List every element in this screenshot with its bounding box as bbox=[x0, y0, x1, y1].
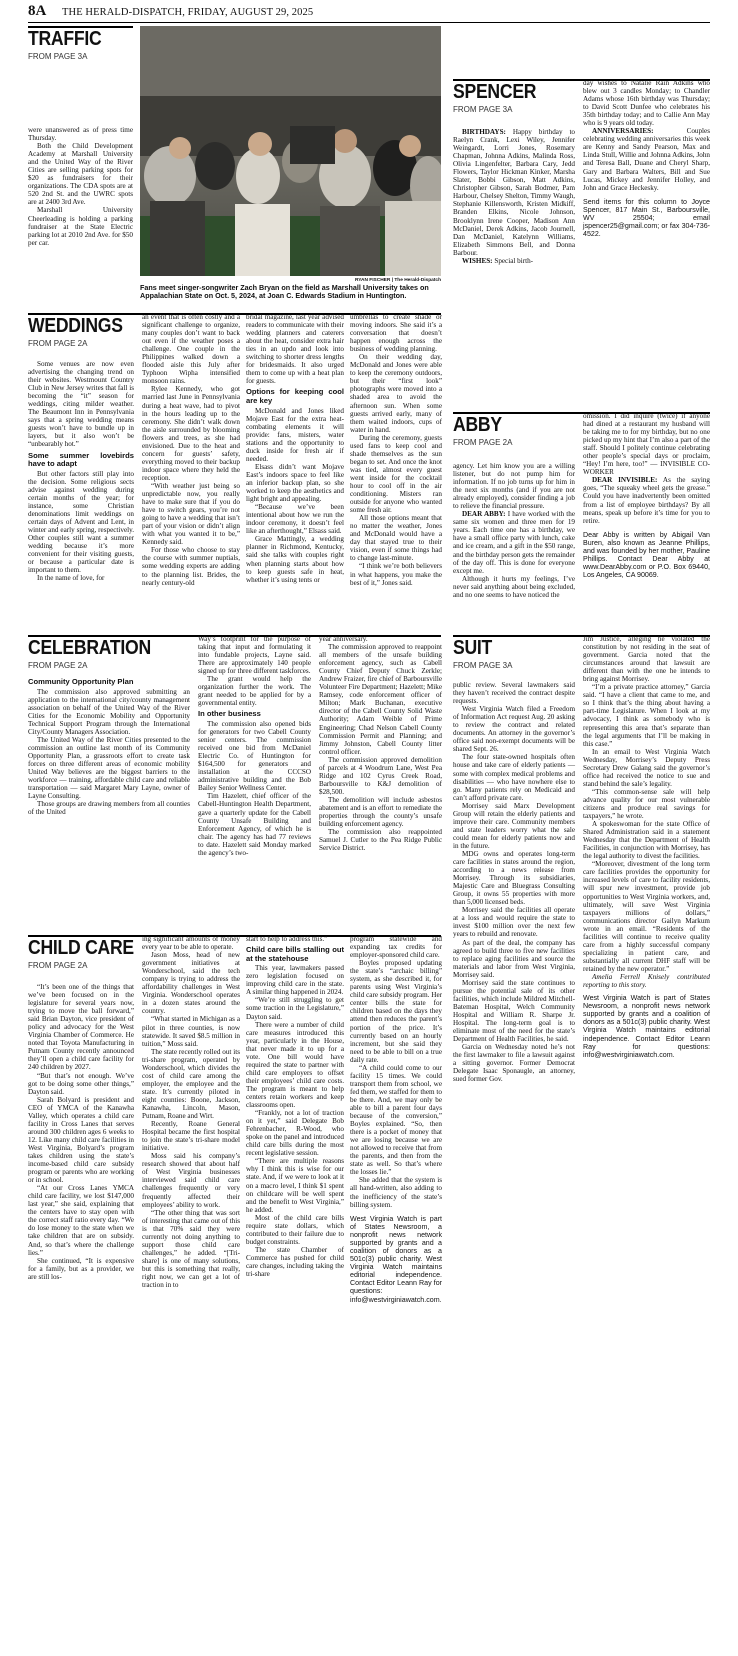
paragraph: Jim Justice, alleging he violated the constitution by not residing in the seat of government. Garcia noted that the circumstances around that lawsuit are different than with the one he intends to bring against Morrisey. bbox=[583, 635, 710, 684]
weddings-column-1 bbox=[28, 360, 134, 582]
paragraph: McDonald and Jones liked Mojave East for the extra heat-combating elements it will provide: fans, misters, water stations and the opportunity to duck inside for fresh air if needed. bbox=[246, 406, 344, 463]
paragraph: Marshall University Cheerleading is holding a parking fundraiser at the State Electric parking lot at 2010 2nd Ave. for $50 per car. bbox=[28, 206, 133, 247]
paragraph: Garcia on Wednesday noted he’s not the first lawmaker to file a lawsuit against a sitting governor. Former Democrat Delegate Isaac Sponaugle, an attorney, sued former Gov. bbox=[453, 1043, 575, 1084]
traffic-body bbox=[28, 126, 133, 247]
paragraph: The grant would help the organization further the work. The grant needed to be applied for by a governmental entity. bbox=[198, 675, 311, 708]
paragraph: “With weather just being so unpredictable now, you really have to make sure that if you do have to switch gears, you’re not going to have a wedding that isn’t part of your vision or didn’t align with what you wanted it to be,” Kennedy said. bbox=[142, 481, 240, 547]
paragraph: omission. I did inquire (twice) if anyone had dined at a restaurant my husband will be taking me to for my birthday, but no one picked up my hint that I’m also a part of the staff. Should I politely continue celebrating other people’s special days or proclaim, “Hey! I’m here, too!” — INVISIBLE CO-WORKER bbox=[583, 412, 710, 477]
paragraph: agency. Let him know you are a willing listener, but do not pump him for information. If no job turns up for him in the next six months (and if you are not already employed), consider finding a job to relieve the financial pressure. bbox=[453, 462, 575, 511]
run-in-label: BIRTHDAYS: bbox=[462, 128, 506, 136]
paragraph: Jason Moss, head of new government initiatives at Wonderschool, said the tech company is trying to address the affordability challenges in West Virginia. Wonderschool operates in a dozen states around the country. bbox=[142, 951, 240, 1016]
weddings-jump-line: FROM PAGE 2A bbox=[28, 339, 88, 348]
paragraph: Morrisey said the facilities all operate at a loss and would require the state to invest $100 million over the next few years to rebuild and renovate. bbox=[453, 906, 575, 939]
childcare-publisher-note: West Virginia Watch is part of States Newsroom, a nonprofit news network supported by grants and a coalition of donors as a 501c(3) public charity. West Virginia Watch maintains editorial independence. Contact Editor Leann Ray for questions: info@westvirginiawatch.com. bbox=[350, 1214, 442, 1304]
photo-credit: RYAN FISCHER | The Herald-Dispatch bbox=[354, 278, 441, 283]
paragraph: “But that’s not enough. We’ve got to be doing some other things,” Dayton said. bbox=[28, 1071, 134, 1096]
paragraph: There were a number of child care measures introduced this year, particularly in the House, that never made it to up for a vote. One bill would have required the state to partner with child care employers to offset their employees’ child care costs. The program is meant to help centers retain workers and keep classrooms open. bbox=[246, 1020, 344, 1110]
childcare-column-4 bbox=[350, 935, 442, 1304]
paragraph: As part of the deal, the company has agreed to build three to five new facilities to replace aging facilities and source the materials and labor from West Virginia, Morrisey said. bbox=[453, 938, 575, 979]
celebration-headline: CELEBRATION bbox=[28, 637, 151, 659]
paragraph: The commission approved demolition of parcels at 4 Woodrum Lane, West Pea Ridge and 102 Cyrus Creek Road, Barboursville to K&J demolition of $28,500. bbox=[319, 755, 442, 796]
paragraph: year anniversary. bbox=[319, 635, 368, 643]
paragraph: All those options meant that no matter the weather, Jones and McDonald would have a day that stayed true to their vision, even if some things had to change last-minute. bbox=[350, 514, 442, 563]
run-in-label: DEAR INVISIBLE: bbox=[592, 476, 658, 485]
paragraph: The state recently rolled out its tri-share program, operated by Wonderschool, which divides the cost of child care among the employer, the employee and the state. It’s currently piloted in eight counties: Boone, Jackson, Kanawha, Lincoln, Mason, Putnam, Roane and Wirt. bbox=[142, 1047, 240, 1121]
subhead: Community Opportunity Plan bbox=[28, 677, 134, 686]
paragraph: Morrisey said the state continues to pursue the potential sale of its other facilities, which include Mildred Mitchell-Bateman Hospital, Welch Community Hospital and William R. Sharpe Jr. Hospital. The long-term goal is to eliminate most of the need for the state’s Department of Health Facilities, he said. bbox=[453, 978, 575, 1044]
paragraph: ing significant amounts of money every year to be able to operate. bbox=[142, 935, 240, 952]
paragraph-text: I have worked with the same six women and three men for 19 years. Each time one has a birthday, we have a small office party with lunch, cake and ice cream, and a gift in the $50 range, and the birthday person gets the remainder of the day off. This is done for everyone except me. bbox=[453, 510, 576, 575]
paragraph: an event that is often costly and a significant challenge to organize, many couples don’t want to back out even if the weather poses a challenge. One couple in the Philippines walked down a flooded aisle this July after Typhoon Wipha intensified monsoon rains. bbox=[142, 313, 240, 386]
abby-headline: ABBY bbox=[453, 414, 502, 436]
paragraph: umbrellas to create shade or moving indoors. She said it’s a conversation that doesn’t happen enough across the business of wedding planning. bbox=[350, 313, 442, 354]
run-in-label: WISHES: bbox=[462, 256, 493, 265]
paragraph: Both the Child Development Academy at Marshall University and the United Way of the River Cities are selling parking spots for $20 as fundraisers for their organizations. The CDA spots are at 520 2nd St. and the UWRC spots are at 2400 3rd Ave. bbox=[28, 142, 133, 207]
paragraph: The commission also opened bids for generators for two Cabell County senior centers. The commission received one bid from McDaniel Electric Co. of Huntington for $164,500 for generators and installation at the CCCSO administrative building and the Bob Bailey Senior Wellness Center. bbox=[198, 720, 311, 793]
paragraph: “Frankly, not a lot of traction on it yet,” said Delegate Bob Fehrenbacher, R-Wood, who spoke on the panel and introduced child care bills during the most recent legislative session. bbox=[246, 1109, 344, 1158]
paragraph: The state Chamber of Commerce has pushed for child care changes, including taking the tri-share bbox=[246, 1245, 344, 1279]
paragraph: “We’re still struggling to get some traction in the Legislature,” Dayton said. bbox=[246, 996, 344, 1021]
paragraph: Most of the child care bills require state dollars, which contributed to their failure due to budget constraints. bbox=[246, 1213, 344, 1246]
paragraph: “At our Cross Lanes YMCA child care facility, we lost $147,000 last year,” she said, explaining that the centers have to stay open with the correct staff ratio every day. “We do lose money to the state when we take children that are on subsidy. And, so that’s where the challenge lies.” bbox=[28, 1184, 134, 1257]
paragraph-text: Happy birthday to Raelyn Crank, Lexi Wiley, Jennifer Weingardt, Lorri Jones, Rosemary Chapman, Johnna Adkins, Malinda Ross, Olivia Lingenfelter, Barbara Cary, Jedd Flowers, Taylor Hickman Kinker, Marsha Slater, Bobbi Gibson, Matt Adkins, Christopher Gibson, Sarah Bodmer, Pam Harbour, Chelsey Shelton, Timmy Waugh, Stephanie Killensworth, Kristen Midkiff, Branden Elkins, Nicole Johnson, Brooklynn Irene Cooper, Madison Ann McDaniel, Derek Adkins, Jacob Journell, Dan McDaniel, Katelynn Williams, Elizabeth Simmons Bell, and Donna Barbour. bbox=[453, 128, 575, 257]
paragraph-text: As the saying goes, “The squeaky wheel gets the grease.” Could you have inadvertently been omitted from a list of employee birthdays? By all means, speak up before it’s time for you to retire. bbox=[583, 476, 711, 525]
paragraph: On their wedding day, McDonald and Jones were able to keep the ceremony outdoors, but their “first look” photographs were moved into a shaded area to avoid the afternoon sun. When some guests arrived early, many of them waited indoors, cups of water in hand. bbox=[350, 353, 442, 434]
paragraph: “What started in Michigan as a pilot in three counties, is now statewide. It saved $8.5 million in tuition,” Moss said. bbox=[142, 1015, 240, 1048]
paragraph: “A child could come to our facility 15 times. We could transport them from school, we fed them, we staffed for them to be there. And, we may only be able to bill a parent four days because of the conversion,” Boyles explained. “So, then there is a pocket of money that we are losing because we are not allowed to receive that from the parents, and then from the state as well. So that’s where the losses lie.” bbox=[350, 1063, 442, 1177]
weddings-column-2 bbox=[142, 313, 240, 587]
suit-headline: SUIT bbox=[453, 637, 493, 659]
paragraph: Boyles proposed updating the state’s “archaic billing” system, as she described it, for parents using West Virginia’s child care subsidy program. Her center bills the state for children based on the days they attend then reduces the parent’s portion of the price. It’s currently based on an hourly increment, but she said they need to be able to bill on a true daily rate. bbox=[350, 959, 442, 1064]
paragraph: The commission also reappointed Samuel J. Cutler to the Pea Ridge Public Service District. bbox=[319, 828, 442, 853]
paragraph: Moss said his company’s research showed that about half of West Virginia businesses interviewed said child care challenges frequently or very frequently affected their employees’ ability to work. bbox=[142, 1152, 240, 1209]
paragraph: were unanswered as of press time Thursday. bbox=[28, 126, 133, 143]
masthead-line: THE HERALD-DISPATCH, FRIDAY, AUGUST 29, 2025 bbox=[62, 7, 314, 18]
paragraph: During the ceremony, guests used fans to keep cool and shade themselves as the sun began to set. And once the knot was tied, almost every guest went inside for the cocktail hour to cool off in the air conditioning. Misters ran outside for anyone who wanted some fresh air. bbox=[350, 433, 442, 515]
paragraph: The United Way of the River Cities presented to the commission an outline last month of its Community Opportunity Plan, a grassroots effort to create task forces on three different areas of economic mobility United Way believes are the biggest barriers to the workforce — training, affordable child care and reliable transportation — said Margaret Mary Layne, owner of Layne Consulting. bbox=[28, 735, 190, 801]
paragraph: This year, lawmakers passed zero legislation focused on improving child care in the state. A similar thing happened in 2024. bbox=[246, 964, 344, 997]
paragraph: bridal magazine, last year advised readers to communicate with their wedding planners and caterers about the heat, consider extra hair ties in an updo and look into switching to shorter dress lengths for bridesmaids. It also urged them to come up with a heat plan for guests. bbox=[246, 313, 344, 386]
paragraph bbox=[453, 128, 575, 257]
run-in-label: DEAR ABBY: bbox=[462, 510, 506, 519]
paragraph bbox=[453, 257, 575, 265]
abby-column-1 bbox=[453, 462, 575, 599]
paragraph: Sarah Bolyard is president and CEO of YMCA of the Kanawha Valley, which operates a child care facility in Cross Lanes that serves around 300 children ages 6 weeks to 12. Like many child care facilities in West Virginia, Bolyard’s program takes children using the state’s income-based child care subsidy program or parents who are working or in school. bbox=[28, 1095, 134, 1185]
weddings-headline: WEDDINGS bbox=[28, 315, 123, 337]
childcare-column-2 bbox=[142, 935, 240, 1289]
paragraph: program statewide and expanding tax credits for employer-sponsored child care. bbox=[350, 935, 442, 960]
paragraph: The commission also approved submitting an application to the international city/county management association on behalf of the United Way of the River Cities for the Economic Mobility and Opportunity Technical Support Program through the International City/County Managers Association. bbox=[28, 687, 190, 736]
paragraph: Rylee Kennedy, who got married last June in Pennsylvania during a heat wave, had to pivot in the hours leading up to the ceremony. She didn’t walk down the aisle surrounded by blooming flowers and trees, as she had envisioned. Due to the heat and concern for guests’ safety, everything moved to their backup indoor space where they held the reception. bbox=[142, 385, 240, 482]
celebration-column-1 bbox=[28, 675, 190, 816]
paragraph: She continued, “It is expensive for a family, but as a provider, we are still los- bbox=[28, 1256, 134, 1281]
paragraph: The four state-owned hospitals often house and take care of elderly patients — some with complex medical problems and disabilities — who have nowhere else to go. Many patients rely on Medicaid and can’t afford private care. bbox=[453, 753, 575, 802]
paragraph: “This common-sense sale will help advance quality for our most vulnerable citizens and produce real savings for taxpayers,” he wrote. bbox=[583, 787, 710, 821]
paragraph: Although it hurts my feelings, I’ve never said anything about being excluded, and no one seems to have noticed the bbox=[453, 574, 575, 599]
paragraph: For those who choose to stay the course with summer nuptials, some wedding experts are adding to the planning list. Brides, the nearly century-old bbox=[142, 546, 240, 587]
spencer-column-2 bbox=[583, 79, 710, 238]
page-number: 8A bbox=[28, 3, 47, 19]
paragraph: “I’m a private practice attorney,” Garcia said. “I have a client that came to me, and so I think that’s the thing about having a part-time Legislature. When I look at my advocacy, I think as somebody who is representing this area that’s separate than the legal arguments that I’ll be making in this case.” bbox=[583, 683, 710, 748]
paragraph: day wishes to Natalie Rain Adkins who blew out 3 candles Monday; to Chandler Adams whose 16th birthday was Thursday; to David Scott Dunfee who celebrates his 35th birthday today; and to Callie Ann May who is 9 years old today. bbox=[583, 79, 710, 128]
spencer-headline: SPENCER bbox=[453, 81, 537, 103]
celebration-column-2 bbox=[198, 635, 311, 857]
suit-jump-line: FROM PAGE 3A bbox=[453, 661, 513, 670]
stadium-photo bbox=[140, 26, 441, 276]
weddings-column-3 bbox=[246, 313, 344, 584]
photo-caption: Fans meet singer-songwriter Zach Bryan on the field as Marshall University takes on Appalachian State on Oct. 5, 2024, at Joan C. Edwards Stadium in Huntington. bbox=[140, 283, 429, 301]
paragraph: The demolition will include asbestos abatement and is an effort to remediate the properties through the county’s unsafe building enforcement agency. bbox=[319, 795, 442, 829]
paragraph: public review. Several lawmakers said they haven’t received the contract despite requests. bbox=[453, 681, 575, 706]
abby-jump-line: FROM PAGE 2A bbox=[453, 438, 513, 447]
run-in-label: ANNIVERSARIES: bbox=[592, 127, 654, 136]
celebration-jump-line: FROM PAGE 2A bbox=[28, 661, 88, 670]
childcare-headline: CHILD CARE bbox=[28, 937, 134, 959]
childcare-column-3 bbox=[246, 935, 344, 1278]
paragraph: Way’s footprint for the purpose of taking that input and formulating it into fundable projects, Layne said. There are approximately 140 people signed up for three different taskforces. bbox=[198, 635, 311, 676]
abby-column-2 bbox=[583, 412, 710, 579]
paragraph: The commission approved to reappoint all members of the unsafe building enforcement agency, such as Cabell County Chief Deputy Chuck Zerkle; Andrew Fraizer, fire chief of Barboursville Volunteer Fire Department; Hazelett; Mike Ramsey, code enforcement officer of Milton; Mark Buchanan, executive director of the Cabell County Solid Waste Authority; Adam Weible of Prime Engineering; Chad Nelson Cabell County Commission Permit and Planning; and Jimmy Johnston, Cabell County litter control officer. bbox=[319, 643, 442, 756]
traffic-headline: TRAFFIC bbox=[28, 28, 102, 50]
spencer-column-1 bbox=[453, 128, 575, 265]
paragraph bbox=[583, 127, 710, 191]
paragraph: Morrisey said Marx Development Group will retain the elderly patients and improve their care. Community members and state leaders worry what the sale could mean for elderly patients now and in the future. bbox=[453, 801, 575, 850]
paragraph: “It’s been one of the things that we’ve been focused on in the legislature for several years now, trying to move the ball forward,” said Brian Dayton, vice president of policy and advocacy for the West Virginia Chamber of Commerce. He noted that Toyota Manufacturing in Putnam County recently announced they’ll open a child care facility for 240 children by 2027. bbox=[28, 983, 134, 1072]
traffic-jump-line: FROM PAGE 3A bbox=[28, 52, 88, 61]
paragraph: “The other thing that was sort of interesting that came out of this is that 70% said they were currently not doing anything to support those child care challenges,” he added. “[Tri-share] is one of many solutions, but this is something that really, right now, we can get a lot of traction in to bbox=[142, 1208, 240, 1290]
childcare-jump-line: FROM PAGE 2A bbox=[28, 961, 88, 970]
suit-column-2 bbox=[583, 635, 710, 1059]
spencer-jump-line: FROM PAGE 3A bbox=[453, 105, 513, 114]
paragraph: She added that the system is all hand-written, also adding to the inefficiency of the state’s billing system. bbox=[350, 1176, 442, 1209]
photo-illustration bbox=[140, 26, 441, 276]
paragraph: In the name of love, for bbox=[37, 574, 105, 583]
paragraph: Elsass didn’t want Mojave East’s indoors space to feel like an inferior backup plan, so she worked to keep the aesthetics and light bright and appealing. bbox=[246, 462, 344, 504]
paragraph: start to help to address this.” bbox=[246, 935, 328, 943]
paragraph: “I think we’re both believers in what happens, you make the best of it,” Jones said. bbox=[350, 562, 442, 587]
top-rule bbox=[28, 22, 710, 23]
subhead: Child care bills stalling out at the statehouse bbox=[246, 945, 344, 963]
paragraph: Recently, Roane General Hospital became the first hospital to join the state’s tri-share model initiative. bbox=[142, 1120, 240, 1153]
paragraph-text: Couples celebrating wedding anniversaries this week are Kenny and Sandy Pearson, Max and Linda Stull, Willie and Johnna Adkins, John and Teresa Ball, Duane and Cheryl Sharp, Gary and Barbara Walters, Bill and Sue Lucas, Mickey and Jennifer Holley, and John and Grace Heckesky. bbox=[583, 127, 710, 192]
paragraph bbox=[453, 510, 575, 574]
paragraph: “There are multiple reasons why I think this is wise for our state. And, if we were to look at it on a macro level, I think $1 spent on childcare will be well spent and the benefit to West Virginia,” he added. bbox=[246, 1157, 344, 1214]
suit-column-1 bbox=[453, 681, 575, 1083]
paragraph: Some venues are now even advertising the changing trend on their websites. Westmount Country Club in New Jersey writes that fall is becoming the “it” season for weddings, citing milder weather. The Beaumont Inn in Pennsylvania says that a spring wedding means guests won’t have to bundle up in layers, but it also won’t be “unbearably hot.” bbox=[28, 360, 134, 449]
byline-note: Amelia Ferrell Knisely contributed reporting to this story. bbox=[583, 972, 710, 990]
subhead: In other business bbox=[198, 709, 261, 719]
paragraph: West Virginia Watch filed a Freedom of Information Act request Aug. 20 asking to review the contract and related documents. An attorney in the governor’s office said non-exempt documents will be shared Sept. 26. bbox=[453, 705, 575, 754]
paragraph: In an email to West Virginia Watch Wednesday, Morrisey’s Deputy Press Secretary Drew Galang said the governor’s office had received the notice to sue and stand behind the sale’s legality. bbox=[583, 747, 710, 788]
celebration-column-3 bbox=[319, 635, 442, 852]
spencer-contact-note: Send items for this column to Joyce Spencer, 817 Main St., Barboursville, WV 25504; email jspencer25@gmail.com; or fax 304-736-4522. bbox=[583, 197, 710, 239]
abby-contact-note: Dear Abby is written by Abigail Van Buren, also known as Jeanne Phillips, and was founded by her mother, Pauline Phillips. Contact Dear Abby at www.DearAbby.com or P.O. Box 69440, Los Angeles, CA 90069. bbox=[583, 530, 710, 580]
childcare-column-1 bbox=[28, 983, 134, 1281]
subhead: Some summer lovebirds have to adapt bbox=[28, 450, 134, 469]
weddings-column-4 bbox=[350, 313, 442, 587]
paragraph: MDG owns and operates long-term care facilities in states around the region, according to a news release from Morrisey. Through its subsidiaries, Majestic Care and Bluegrass Consulting Group, it owns 55 properties with more than 5,000 licensed beds. bbox=[453, 849, 575, 907]
paragraph: Grace Mattingly, a wedding planner in Richmond, Kentucky, said she talks with couples right when planning starts about how to keep guests safe in heat, whether it’s using tents or bbox=[246, 535, 344, 584]
paragraph: But other factors still play into the decision. Some religious sects advise against wedding during certain months of the year; for instance, some Christian denominations limit weddings on certain days of Advent and Lent, in winter and early spring, respectively. Other couples still want a summer wedding because it’s more convenient for their visiting guests, or because a particular date is important to them. bbox=[28, 469, 134, 575]
subhead: Options for keeping cool are key bbox=[246, 387, 344, 406]
paragraph: Those groups are drawing members from all counties of the United bbox=[28, 800, 190, 817]
paragraph: “Because we’ve been intentional about how we run the indoor ceremony, it doesn’t feel like an afterthought,” Elsass said. bbox=[246, 503, 344, 536]
paragraph: Tim Hazelett, chief officer of the Cabell-Huntington Health Department, gave a quarterly update for the Cabell County Unsafe Building and Enforcement Agency, of which he is chair. The agency has had 77 reviews to date. Hazelett said Monday marked the agency’s two- bbox=[198, 792, 311, 857]
paragraph bbox=[583, 476, 710, 524]
paragraph-text: Special birth- bbox=[492, 256, 534, 265]
paragraph: “Moreover, divestment of the long term care facilities provides the opportunity for increased levels of care to facility residents, will spur new investment, provide job opportunities to West Virginia workers, and, ultimately, will save West Virginia taxpayers millions of dollars,” communications director Gailyn Markum wrote in an email. “Residents of the facilities will continue to receive quality care from a highly successful company specializing in patient care, and substantially all current DHF staff will be retained by the new operator.” bbox=[583, 860, 710, 973]
paragraph: A spokeswoman for the state Office of Shared Administration said in a statement Wednesday that the Department of Health Facilities, in conjunction with Morrisey, has the legal authority to divest the facilities. bbox=[583, 820, 710, 861]
suit-publisher-note: West Virginia Watch is part of States Newsroom, a nonprofit news network supported by grants and a coalition of donors as a 501c(3) public charity. West Virginia Watch maintains editorial independence. Contact Editor Leann Ray for questions: info@westvirginiawatch.com. bbox=[583, 994, 710, 1059]
